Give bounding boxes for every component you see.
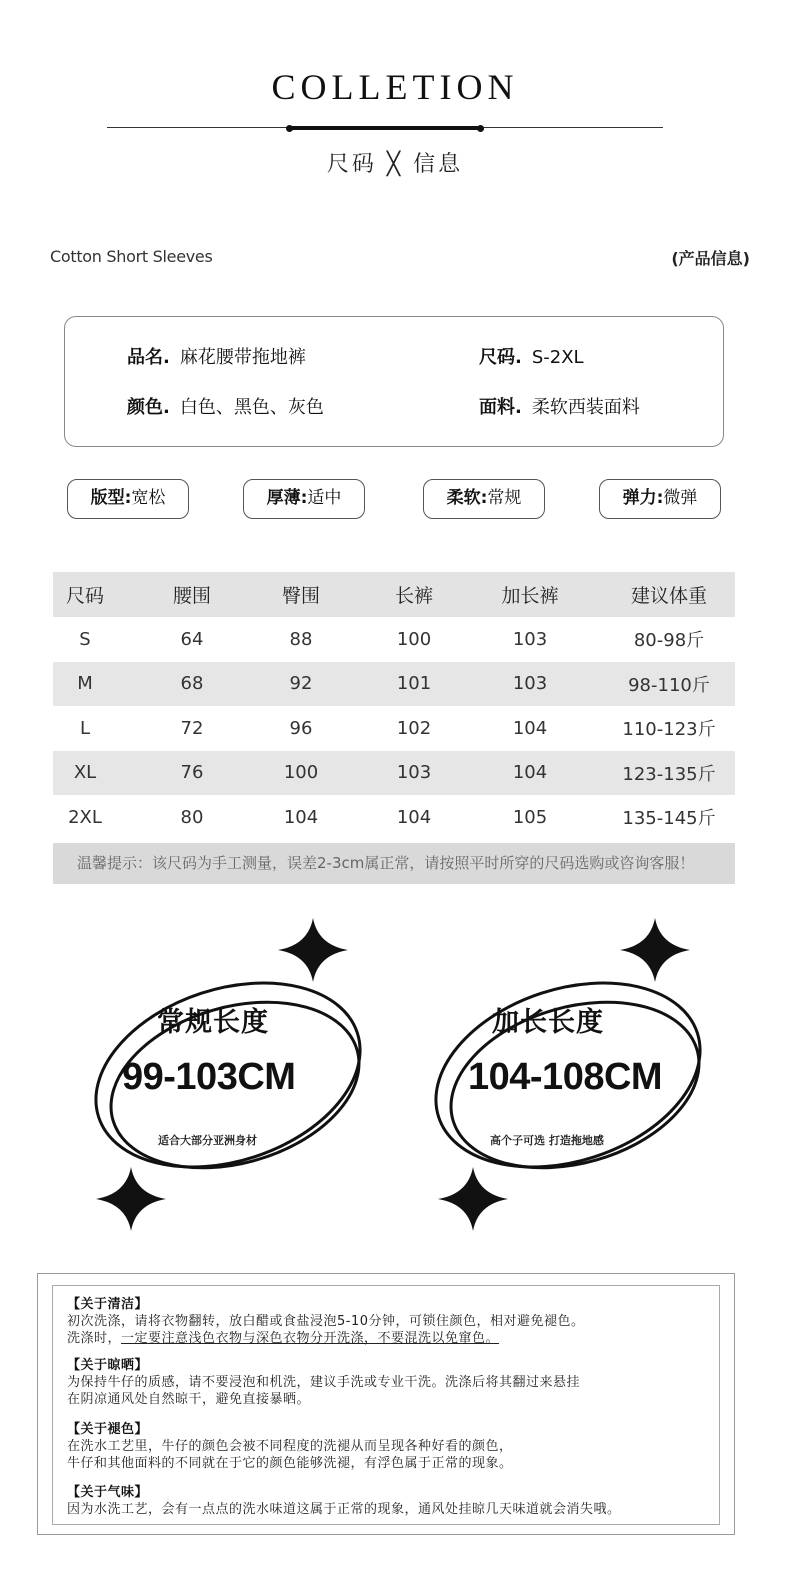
table-cell: 104 [396,806,432,828]
table-cell: XL [73,762,97,784]
attribute-label: 柔软: [446,488,488,508]
attribute-label: 版型: [90,488,132,508]
info-fabric-value: 柔软西装面料 [531,397,640,418]
info-size [479,343,584,369]
table-row [53,795,735,840]
sparkle-icon [438,1167,508,1231]
table-cell: 64 [180,628,204,650]
table-cell: 92 [289,673,313,695]
care-drying-title: 【关于晾晒】 [67,1358,149,1373]
info-size-value: S-2XL [531,347,584,368]
attribute-pill-fit [67,479,189,519]
divider-accent [290,126,480,130]
table-cell: 88 [289,628,313,650]
table-cell: 100 [396,628,432,650]
table-row [53,662,735,707]
care-drying [67,1357,580,1408]
divider-dot-left [286,125,293,132]
info-color-label: 颜色. [127,397,170,418]
info-name-label: 品名. [127,347,170,368]
attribute-pill-thickness [243,479,365,519]
table-cell: 103 [396,762,432,784]
table-cell: 2XL [68,806,102,828]
care-smell [67,1484,621,1518]
table-header-cell: 腰围 [172,585,211,607]
table-row [53,706,735,751]
info-name-value: 麻花腰带拖地裤 [179,347,306,368]
measurement-note: 温馨提示：该尺码为手工测量，误差2-3cm属正常，请按照平时所穿的尺码选购或咨询客服！ [53,843,735,884]
care-drying-line: 为保持牛仔的质感，请不要浸泡和机洗，建议手洗或专业干洗。洗涤后将其翻过来悬挂 [67,1375,581,1390]
table-cell: 103 [512,628,548,650]
table-header-cell: 长裤 [394,585,433,607]
page-subtitle: 尺码 ╳ 信息 [326,152,464,177]
table-cell: 76 [180,762,204,784]
care-fading-line: 牛仔和其他面料的不同就在于它的颜色能够洗褪，有浮色属于正常的现象。 [67,1456,513,1471]
table-cell: 103 [512,673,548,695]
care-cleaning-title: 【关于清洁】 [67,1297,149,1312]
care-smell-title: 【关于气味】 [67,1485,149,1500]
care-fading-title: 【关于褪色】 [67,1422,149,1437]
table-cell: 80 [180,806,204,828]
care-smell-line: 因为水洗工艺，会有一点点的洗水味道这属于正常的现象，通风处挂晾几天味道就会消失哦。 [67,1502,621,1517]
care-drying-line: 在阴凉通风处自然晾干，避免直接暴晒。 [67,1392,311,1407]
regular-length-value: 99-103CM [122,1056,296,1098]
table-cell: 104 [512,717,548,739]
care-cleaning-line [67,1330,585,1347]
attribute-pill-softness [423,479,545,519]
table-header-cell: 臀围 [281,585,320,607]
table-cell: 100 [283,762,319,784]
table-header-cell: 尺码 [65,585,104,607]
table-header-cell: 加长裤 [501,585,559,607]
attribute-value: 适中 [307,488,342,508]
attribute-value: 常规 [487,488,522,508]
size-table [53,572,735,840]
care-fading-line: 在洗水工艺里，牛仔的颜色会被不同程度的洗褪从而呈现各种好看的颜色， [67,1439,513,1454]
info-color [127,393,324,419]
sparkle-icon [96,1167,166,1231]
care-cleaning-prefix: 洗涤时， [67,1331,122,1346]
table-cell: M [77,673,93,695]
extended-length-subtitle: 高个子可选 打造拖地感 [490,1134,604,1147]
care-cleaning [67,1296,585,1347]
table-cell: 102 [396,717,432,739]
table-cell: 110-123斤 [622,719,716,741]
table-header-row [53,572,735,617]
page-title: COLLETION [271,67,519,107]
info-name [127,343,306,369]
table-cell: 104 [283,806,319,828]
regular-length-subtitle: 适合大部分亚洲身材 [158,1134,257,1147]
attribute-label: 弹力: [622,488,664,508]
sparkle-icon [278,918,348,982]
attribute-label: 厚薄: [266,488,308,508]
regular-length-title: 常规长度 [157,1007,269,1038]
info-color-value: 白色、黑色、灰色 [179,397,324,418]
extended-length-title: 加长长度 [492,1007,604,1038]
table-header-cell: 建议体重 [630,585,707,607]
info-fabric [479,393,640,419]
table-cell: 105 [512,806,548,828]
table-cell: 123-135斤 [622,763,716,785]
table-row [53,751,735,796]
table-cell: 101 [396,673,432,695]
table-cell: L [79,717,91,739]
info-size-label: 尺码. [479,347,522,368]
info-fabric-label: 面料. [479,397,522,418]
caption-right: (产品信息) [671,249,750,268]
care-cleaning-line: 初次洗涤，请将衣物翻转，放白醋或食盐浸泡5-10分钟，可锁住颜色，相对避免褪色。 [67,1314,585,1329]
attribute-value: 宽松 [131,488,166,508]
table-cell: 104 [512,762,548,784]
care-cleaning-emphasis: 一定要注意浅色衣物与深色衣物分开洗涤，不要混洗以免窜色。 [121,1331,500,1346]
table-cell: 96 [289,717,313,739]
caption-left: Cotton Short Sleeves [50,247,213,266]
table-cell: 98-110斤 [628,674,710,696]
table-cell: S [79,628,91,650]
extended-length-value: 104-108CM [468,1056,663,1098]
table-cell: 68 [180,673,204,695]
attribute-value: 微弹 [663,488,698,508]
table-cell: 80-98斤 [633,630,705,652]
table-cell: 135-145斤 [622,808,716,830]
care-fading [67,1421,513,1472]
table-cell: 72 [180,717,204,739]
sparkle-icon [620,918,690,982]
attribute-pill-elasticity [599,479,721,519]
length-badges-graphic [0,905,790,1250]
divider-dot-right [477,125,484,132]
table-row [53,617,735,662]
product-info-box [64,316,724,447]
